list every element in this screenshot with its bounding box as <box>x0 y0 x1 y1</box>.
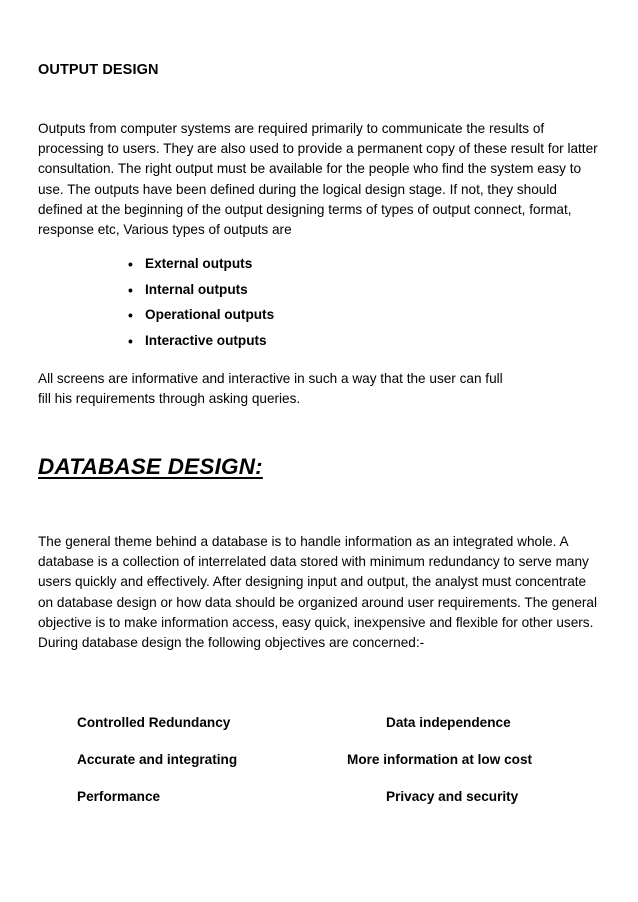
list-item <box>128 305 274 331</box>
list-item <box>128 331 274 357</box>
objective-performance: Performance <box>77 789 161 804</box>
database-design-intro: The general theme behind a database is to handle information as an integrated whole. A database is a collection of interrelated data stored with minimum redundancy to serve many users quickly and effectively. After designing input and output, the analyst must concentrate on database design or how data should be organized around user requirements. The general objective is to make information access, easy quick, inexpensive and flexible for other users. During database design the following objectives are concerned:- <box>38 534 597 651</box>
list-item-label: Interactive outputs <box>145 332 267 348</box>
list-item-label: Operational outputs <box>145 307 275 323</box>
objective-controlled-redundancy: Controlled Redundancy <box>77 715 231 730</box>
output-design-intro: Outputs from computer systems are required primarily to communicate the results of processing to users. They are also used to provide a permanent copy of these result for latter consultation. The right output must be available for the people who find the system easy to use. The outputs have been defined during the logical design stage. If not, they should defined at the beginning of the output designing terms of types of output connect, format, response etc, Various types of outputs are <box>38 121 598 238</box>
list-item <box>128 254 274 280</box>
list-item-label: External outputs <box>145 256 253 271</box>
objective-data-independence: Data independence <box>386 715 511 730</box>
database-design-heading: DATABASE DESIGN: <box>38 454 263 479</box>
bullet-icon: • <box>128 307 133 324</box>
list-item <box>128 280 274 306</box>
bullet-icon: • <box>128 281 133 298</box>
output-design-heading: OUTPUT DESIGN <box>38 62 159 78</box>
bullet-icon: • <box>128 332 133 349</box>
objective-privacy-security: Privacy and security <box>386 789 519 804</box>
bullet-icon: • <box>128 256 133 272</box>
output-types-list <box>128 254 274 356</box>
objective-accurate-integrating: Accurate and integrating <box>77 752 238 767</box>
objective-more-information: More information at low cost <box>347 752 533 767</box>
output-design-closing: All screens are informative and interactive in such a way that the user can full fill his requirements through asking queries. <box>38 371 503 407</box>
list-item-label: Internal outputs <box>145 281 248 297</box>
